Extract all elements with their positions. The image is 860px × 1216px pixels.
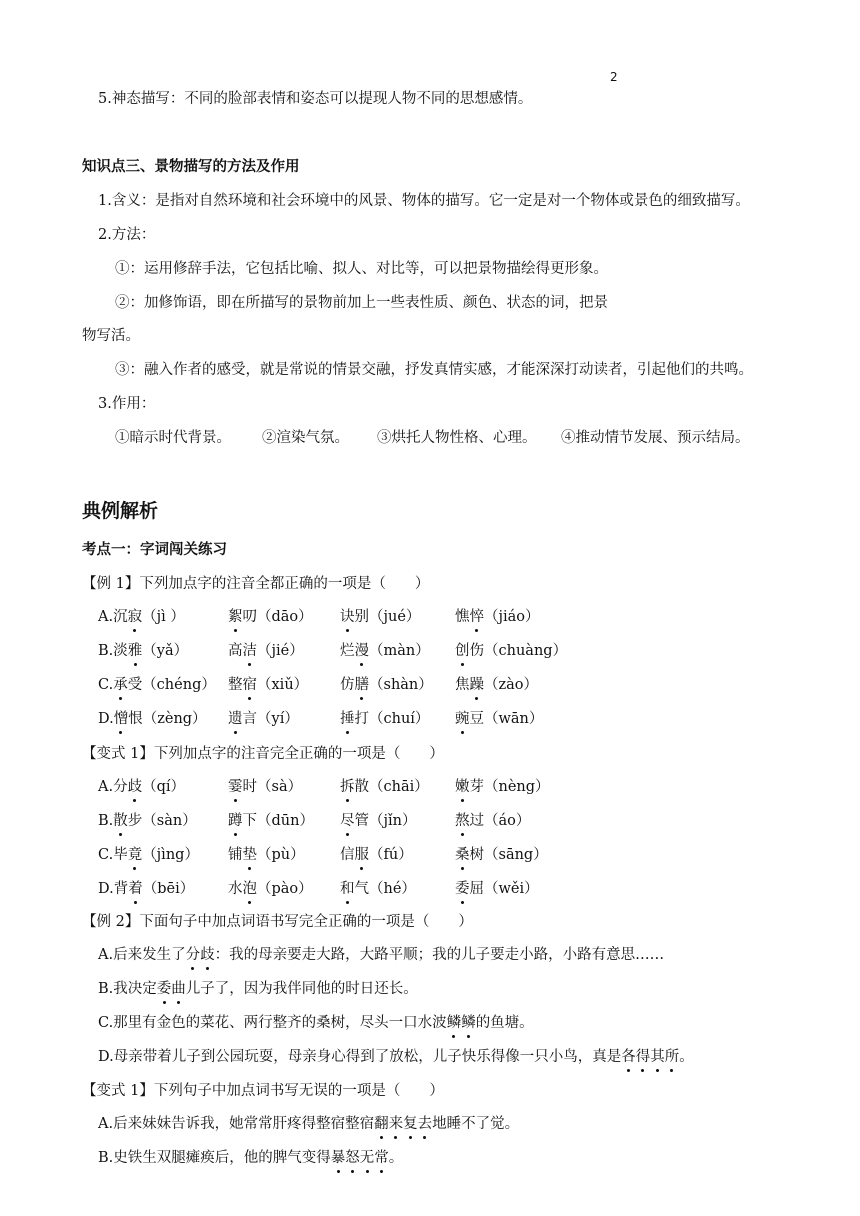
variant-1-option-3-item-2: 铺垫（pù） [228,847,305,863]
emphasized-character: 着 [128,881,143,897]
variant-1-option-4-item-1: D.背着（bēi） [98,881,195,897]
variant-1-option-3-item-1: C.毕竟（jìng） [98,847,199,863]
variant-1-option-3-item-4: 桑树（sāng） [455,847,548,863]
scenery-definition: 1.含义：是指对自然环境和社会环境中的风景、物体的描写。它一定是对一个物体或景色的细致描写。 [98,193,750,209]
method-2-continued: 物写活。 [82,328,140,344]
emphasized-character: 委 [455,881,470,897]
example-1-option-4-item-2: 遗言（yí） [228,711,299,727]
emphasized-character: 无 [359,1150,375,1166]
emphasized-character: 鳞 [461,1015,476,1031]
emphasized-character: 诀 [340,609,355,625]
example-1-option-2-item-1: B.淡雅（yǎ） [98,643,189,659]
example-1-question: 【例 1】下列加点字的注音全都正确的一项是（ ） [82,576,430,592]
emphasized-character: 其 [650,1049,665,1065]
example-1-option-4-item-4: 豌豆（wān） [455,711,544,727]
variant-2-option-2: B.史铁生双腿瘫痪后，他的脾气变得暴怒无常。 [98,1150,404,1166]
description-item-5: 5.神态描写：不同的脸部表情和姿态可以提现人物不同的思想感情。 [98,91,533,107]
example-1-option-2-item-4: 创伤（chuàng） [455,643,568,659]
emphasized-character: 宿 [242,677,257,693]
scenery-effects-label: 3.作用： [98,396,156,412]
emphasized-character: 雅 [127,643,143,659]
emphasized-character: 暴 [330,1150,346,1166]
emphasized-character: 承 [113,677,128,693]
variant-2-question: 【变式 1】下列句子中加点词书写无误的一项是（ ） [82,1083,444,1099]
variant-1-option-3-item-3: 信服（fú） [340,847,413,863]
method-3: ③：融入作者的感受，就是常说的情景交融，抒发真情实感，才能深深打动读者，引起他们的共鸣。 [115,362,753,378]
example-1-option-4-item-1: D.憎恨（zèng） [98,711,207,727]
emphasized-character: 捶 [340,711,355,727]
example-1-option-4-item-3: 捶打（chuí） [340,711,430,727]
effect-1: ①暗示时代背景。 [115,430,231,446]
emphasized-character: 得 [635,1049,651,1065]
scenery-methods-label: 2.方法： [98,227,156,243]
emphasized-character: 漫 [354,643,369,659]
variant-1-question: 【变式 1】下列加点字的注音完全正确的一项是（ ） [82,746,444,762]
emphasized-character: 来 [388,1116,404,1132]
example-1-option-3-item-1: C.承受（chéng） [98,677,216,693]
example-2-question: 【例 2】下面句子中加点词语书写完全正确的一项是（ ） [82,914,473,930]
variant-1-option-2-item-2: 蹲下（dūn） [228,813,314,829]
example-1-option-3-item-3: 仿膳（shàn） [340,677,433,693]
emphasized-character: 霎 [228,779,243,795]
variant-1-option-4-item-3: 和气（hé） [340,881,416,897]
variant-1-option-1-item-1: A.分歧（qí） [98,779,186,795]
emphasized-character: 怒 [345,1150,360,1166]
example-1-option-1-item-2: 絮叨（dāo） [228,609,313,625]
effect-3: ③烘托人物性格、心理。 [377,430,537,446]
example-1-option-2-item-3: 烂漫（màn） [340,643,430,659]
variant-1-option-2-item-1: B.散步（sàn） [98,813,197,829]
emphasized-character: 竟 [127,847,143,863]
emphasized-character: 服 [354,847,369,863]
emphasized-character: 桑 [455,847,470,863]
emphasized-character: 创 [455,643,470,659]
emphasized-character: 和 [340,881,355,897]
section-heading-scenery: 知识点三、景物描写的方法及作用 [82,159,300,175]
variant-1-option-2-item-4: 熬过（áo） [455,813,531,829]
emphasized-character: 蹲 [228,813,243,829]
emphasized-character: 歧 [127,779,143,795]
example-2-option-3: C.那里有金色的菜花、两行整齐的桑树，尽头一口水波鳞鳞的鱼塘。 [98,1015,534,1031]
emphasized-character: 絮 [228,609,243,625]
emphasized-character: 膳 [354,677,369,693]
emphasized-character: 垫 [242,847,257,863]
effect-2: ②渲染气氛。 [262,430,349,446]
example-1-option-3-item-4: 焦躁（zào） [455,677,539,693]
example-2-option-1: A.后来发生了分歧：我的母亲要走大路，大路平顺；我的儿子要走小路，小路有意思…… [98,947,665,963]
variant-1-option-4-item-4: 委屈（wěi） [455,881,539,897]
section-heading-analysis: 典例解析 [82,500,159,522]
emphasized-character: 委 [156,981,172,997]
example-1-option-1-item-4: 憔悴（jiáo） [455,609,540,625]
example-2-option-4: D.母亲带着儿子到公园玩耍，母亲身心得到了放松，儿子快乐得像一只小鸟，真是各得其所。 [98,1049,694,1065]
emphasized-character: 豌 [455,711,470,727]
emphasized-character: 洁 [242,643,257,659]
emphasized-character: 各 [621,1049,636,1065]
emphasized-character: 复 [403,1116,418,1132]
method-1: ①：运用修辞手法，它包括比喻、拟人、对比等，可以把景物描绘得更形象。 [115,261,608,277]
variant-1-option-1-item-4: 嫩芽（nèng） [455,779,550,795]
emphasized-character: 歧 [200,947,215,963]
example-1-option-3-item-2: 整宿（xiǔ） [228,677,309,693]
emphasized-character: 散 [113,813,128,829]
emphasized-character: 憎 [113,711,129,727]
emphasized-character: 熬 [455,813,470,829]
example-1-option-1-item-1: A.沉寂（jì ） [98,609,185,625]
effect-4: ④推动情节发展、预示结局。 [561,430,750,446]
variant-1-option-1-item-3: 拆散（chāi） [340,779,429,795]
emphasized-character: 鳞 [446,1015,462,1031]
example-1-option-1-item-3: 诀别（jué） [340,609,421,625]
emphasized-character: 拆 [340,779,355,795]
emphasized-character: 去 [417,1116,433,1132]
emphasized-character: 悴 [469,609,484,625]
emphasized-character: 分 [185,947,201,963]
variant-2-option-1: A.后来妹妹告诉我，她常常肝疼得整宿整宿翻来复去地睡不了觉。 [98,1116,520,1132]
emphasized-character: 翻 [374,1116,389,1132]
variant-1-option-4-item-2: 水泡（pào） [228,881,313,897]
emphasized-character: 嫩 [455,779,470,795]
emphasized-character: 躁 [469,677,484,693]
example-1-option-2-item-2: 高洁（jié） [228,643,304,659]
variant-1-option-2-item-3: 尽管（jǐn） [340,813,417,829]
emphasized-character: 寂 [127,609,143,625]
emphasized-character: 常 [374,1150,389,1166]
emphasized-character: 所 [664,1049,680,1065]
exam-point-1: 考点一：字词闯关练习 [82,542,227,558]
example-2-option-2: B.我决定委曲儿子了，因为我伴同他的时日还长。 [98,981,418,997]
page-number: 2 [610,70,618,84]
emphasized-character: 曲 [171,981,186,997]
effects-row [115,428,775,448]
variant-1-option-1-item-2: 霎时（sà） [228,779,303,795]
emphasized-character: 尽 [340,813,355,829]
method-2: ②：加修饰语，即在所描写的景物前加上一些表性质、颜色、状态的词，把景 [115,295,608,311]
emphasized-character: 遗 [228,711,243,727]
emphasized-character: 泡 [242,881,257,897]
